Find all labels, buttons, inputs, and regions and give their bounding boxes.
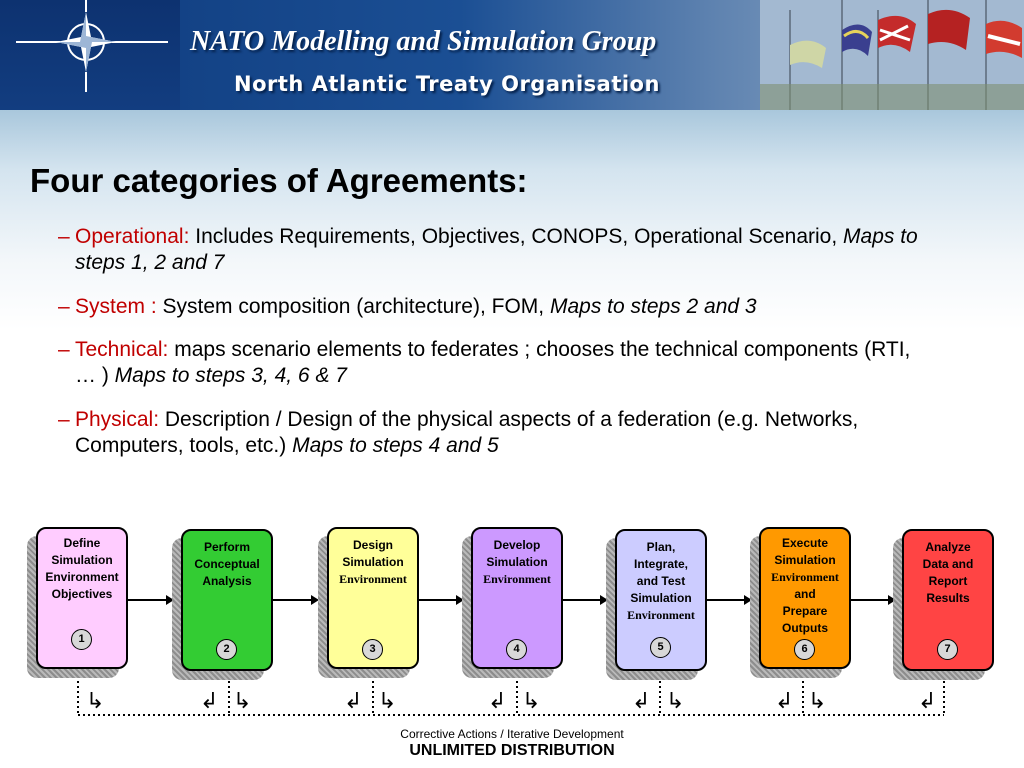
bullet-label: Technical: — [75, 338, 169, 361]
bullet-dash: – — [58, 295, 70, 318]
bullet-text: Includes Requirements, Objectives, CONOPS, Operational Scenario, — [189, 225, 844, 248]
step-2-conceptual-analysis — [181, 529, 273, 671]
bullet-dash: – — [58, 338, 70, 361]
step-label: Outputs — [782, 621, 828, 635]
banner-title: NATO Modelling and Simulation Group — [190, 26, 657, 57]
return-arrow-icon: ↳ — [808, 688, 827, 713]
step-label: Perform — [203, 540, 250, 554]
slide-heading: Four categories of Agreements: — [30, 162, 528, 199]
step-label: Design — [352, 538, 393, 552]
step-label: Objectives — [51, 587, 113, 601]
step-number-badge: 6 — [794, 639, 815, 660]
step-label: Environment — [483, 572, 551, 586]
step-label: Results — [926, 591, 970, 605]
bullet-text: maps scenario elements to federates ; chooses the technical components (RTI, … ) — [75, 338, 911, 387]
flow-arrow — [273, 599, 317, 601]
step-label: Plan, — [646, 540, 676, 554]
step-label: Simulation — [774, 553, 836, 567]
step-label: Integrate, — [633, 557, 688, 571]
flow-arrow — [562, 599, 606, 601]
feedback-caption: Corrective Actions / Iterative Development — [400, 727, 624, 741]
step-number-badge: 4 — [506, 639, 527, 660]
step-number-badge: 7 — [937, 639, 958, 660]
flow-arrow — [850, 599, 894, 601]
return-arrow-icon: ↳ — [666, 688, 685, 713]
step-5-integrate-test — [615, 529, 707, 671]
step-label: Data and — [922, 557, 974, 571]
return-arrow-icon: ↲ — [200, 688, 219, 713]
return-arrow-icon: ↳ — [522, 688, 541, 713]
step-1-define-objectives — [36, 527, 128, 669]
flow-arrow — [706, 599, 750, 601]
step-3-design-environment — [327, 527, 419, 669]
bullet-dash: – — [58, 408, 70, 431]
step-label: Environment — [771, 570, 839, 584]
step-7-analyze-report — [902, 529, 994, 671]
banner-subtitle: North Atlantic Treaty Organisation — [234, 72, 660, 96]
step-label: Simulation — [342, 555, 404, 569]
return-arrow-icon: ↲ — [344, 688, 363, 713]
step-label: Prepare — [782, 604, 828, 618]
step-label: Environment — [627, 608, 695, 622]
distribution-label: UNLIMITED DISTRIBUTION — [409, 742, 615, 759]
step-number-badge: 3 — [362, 639, 383, 660]
flow-arrow — [418, 599, 462, 601]
step-number-badge: 1 — [71, 629, 92, 650]
step-4-develop-environment — [471, 527, 563, 669]
step-label: Define — [63, 536, 101, 550]
step-number-badge: 5 — [650, 637, 671, 658]
step-6-execute-prepare — [759, 527, 851, 669]
step-label: Conceptual — [194, 557, 260, 571]
step-label: Simulation — [486, 555, 548, 569]
bullet-maps: Maps to steps 4 and 5 — [292, 434, 499, 457]
bullet-label: System : — [75, 295, 157, 318]
return-arrow-icon: ↳ — [378, 688, 397, 713]
return-arrow-icon: ↳ — [86, 688, 105, 713]
bullet-maps: Maps to steps 3, 4, 6 & 7 — [114, 364, 347, 387]
step-label: Environment — [339, 572, 407, 586]
step-label: Report — [928, 574, 968, 588]
step-label: and — [794, 587, 816, 601]
step-label: Environment — [45, 570, 119, 584]
return-arrow-icon: ↲ — [488, 688, 507, 713]
step-label: Develop — [493, 538, 541, 552]
step-label: Execute — [781, 536, 829, 550]
step-number-badge: 2 — [216, 639, 237, 660]
bullet-maps: Maps to steps 1, 2 and 7 — [75, 225, 918, 274]
return-arrow-icon: ↲ — [918, 688, 937, 713]
step-label: Simulation — [630, 591, 692, 605]
bullet-dash: – — [58, 225, 70, 248]
flow-arrow — [128, 599, 172, 601]
bullet-label: Operational: — [75, 225, 190, 248]
return-arrow-icon: ↲ — [775, 688, 794, 713]
bullet-text: System composition (architecture), FOM, — [156, 295, 550, 318]
bullet-label: Physical: — [75, 408, 160, 431]
step-label: Analysis — [202, 574, 252, 588]
bullet-maps: Maps to steps 2 and 3 — [549, 295, 757, 318]
step-label: Simulation — [51, 553, 113, 567]
return-arrow-icon: ↲ — [632, 688, 651, 713]
step-label: and Test — [636, 574, 686, 588]
step-label: Analyze — [925, 540, 971, 554]
return-arrow-icon: ↳ — [233, 688, 252, 713]
bullet-text: Description / Design of the physical aspects of a federation (e.g. Networks, Computers, tools, etc.) — [75, 408, 859, 457]
